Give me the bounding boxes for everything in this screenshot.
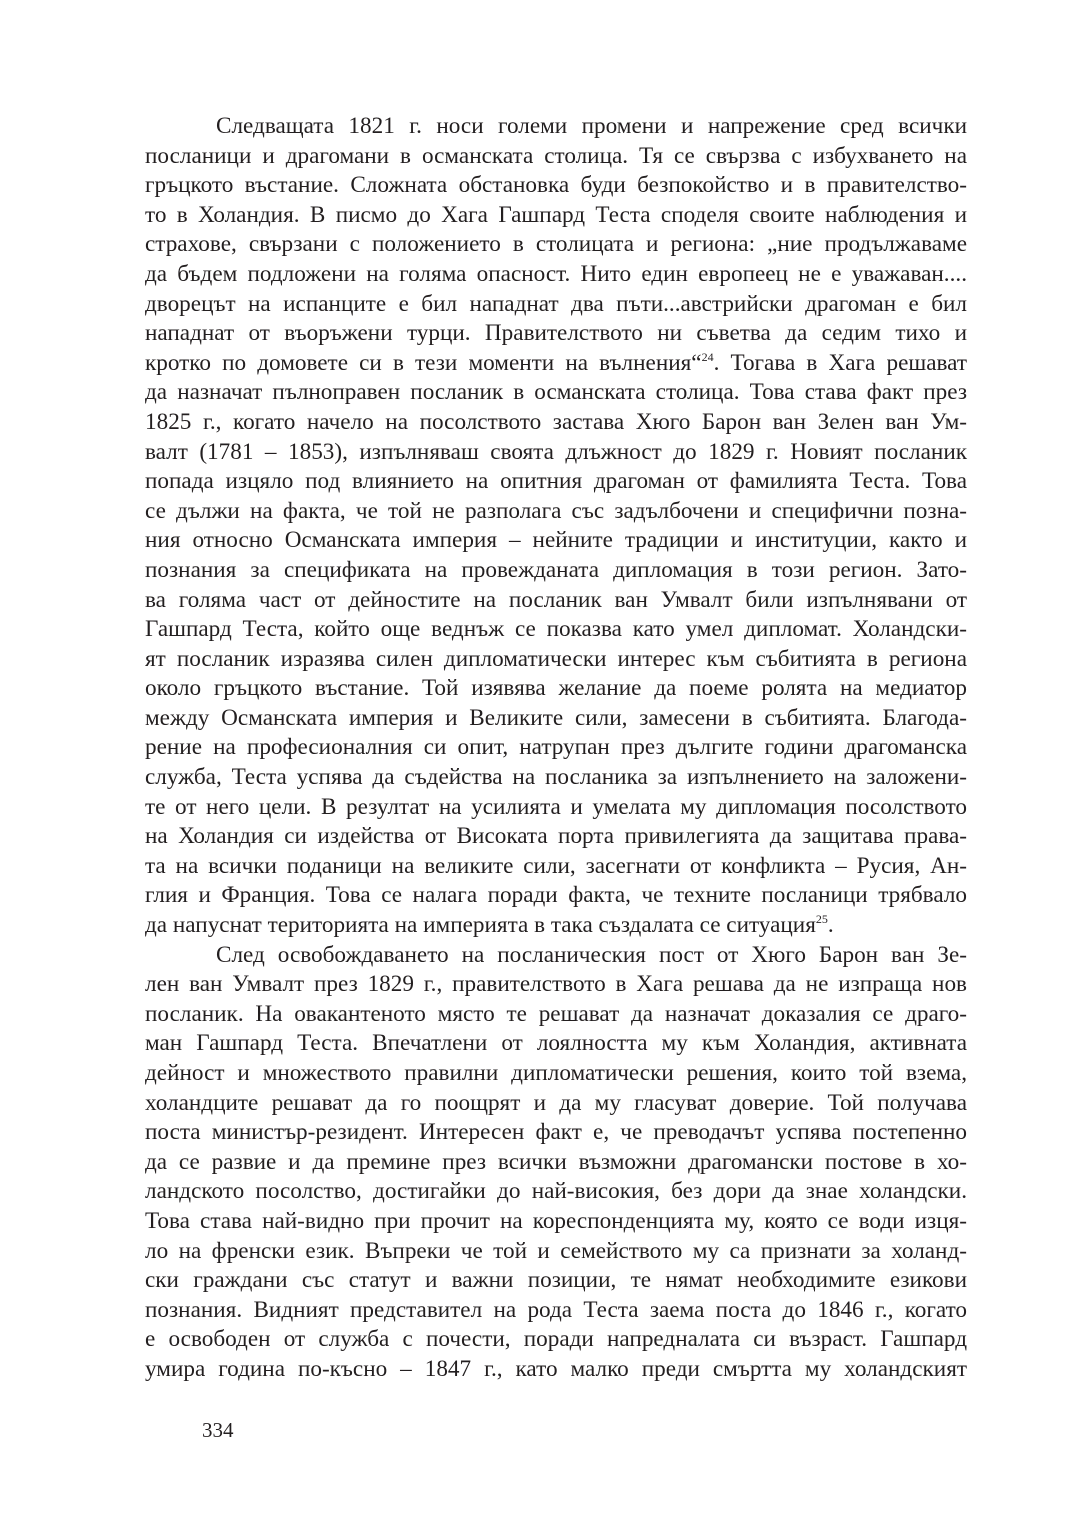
text-line: дворецът на испанците е бил нападнат два пъти...австрийски драгоман е бил (145, 290, 967, 317)
text-line: да бъдем подложени на голяма опасност. Нито един европеец не е уважаван.... (145, 260, 967, 287)
text-line: лен ван Умвалт през 1829 г., правителството в Хага решава да не изпраща нов (145, 971, 967, 998)
text-line: глия и Франция. Това се налага поради факта, че техните посланици трябвало (145, 882, 967, 909)
text-line: те от него цели. В резултат на усилията и умелата му дипломация посолството (145, 793, 967, 820)
text-line: познания. Видният представител на рода Теста заема поста до 1846 г., когато (145, 1296, 967, 1323)
text-line: та на всички поданици на великите сили, засегнати от конфликта – Русия, Ан- (145, 852, 967, 879)
text-line: ят посланик изразява силен дипломатически интерес към събитията в региона (145, 645, 967, 672)
text-line: рение на професионалния си опит, натрупан през дългите години драгоманска (145, 734, 967, 761)
text-line: се дължи на факта, че той не разполага със задълбочени и специфични позна- (145, 497, 967, 524)
text-line: поста министър-резидент. Интересен факт е, че преводачът успява постепенно (145, 1119, 967, 1146)
text-segment: да напуснат територията на империята в така създалата се ситуация (145, 912, 816, 939)
text-line: е освободен от служба с почести, поради напредналата си възраст. Гашпард (145, 1326, 967, 1353)
text-line: холандците решават да го поощрят и да му гласуват доверие. Той получава (145, 1089, 967, 1116)
text-line: ландското посолство, достигайки до най-високия, без дори да знае холандски. (145, 1178, 967, 1205)
text-line: ния относно Османската империя – нейните традиции и институции, както и (145, 527, 967, 554)
text-line: дейност и множеството правилни дипломатически решения, които той взема, (145, 1060, 967, 1086)
footnote-ref-25: 25 (815, 912, 828, 927)
text-line: на Холандия си издейства от Високата порта привилегията да защитава права- (145, 823, 967, 850)
text-segment: кротко по домовете си в тези моменти на вълнения“ (145, 349, 702, 376)
text-line: След освобождаването на посланическия пост от Хюго Барон ван Зе- (216, 941, 967, 968)
text-line: валт (1781 – 1853), изпълняваш своята длъжност до 1829 г. Новият посланик (145, 438, 967, 465)
text-line: ва голяма част от дейностите на посланик ван Умвалт били изпълнявани от (145, 586, 967, 613)
text-line: ло на френски език. Въпреки че той и семейството му са признати за холанд- (145, 1237, 967, 1264)
text-line: посланици и драгомани в османската столица. Тя се свързва с избухването на (145, 142, 967, 169)
text-line (145, 911, 967, 941)
text-line: нападнат от въоръжени турци. Правителството ни съветва да седим тихо и (145, 320, 967, 347)
text-line: ман Гашпард Теста. Впечатлени от лоялността му към Холандия, активната (145, 1030, 967, 1057)
text-line: 1825 г., когато начело на посолството застава Хюго Барон ван Зелен ван Ум- (145, 408, 967, 435)
text-line: да назначат пълноправен посланик в османската столица. Това става факт през (145, 379, 967, 406)
text-line: Това става най-видно при прочит на кореспонденцията му, която се води изця- (145, 1207, 967, 1234)
footnote-ref-24: 24 (701, 349, 714, 364)
text-line: служба, Теста успява да съдейства на посланика за изпълнението на заложени- (145, 764, 967, 791)
text-line: да се развие и да премине през всички възможни драгомански постове в хо- (145, 1148, 967, 1175)
text-segment: . (827, 912, 834, 939)
page-number: 334 (202, 1418, 234, 1442)
text-line: то в Холандия. В писмо до Хага Гашпард Теста споделя своите наблюдения и (145, 201, 967, 228)
text-line: умира година по-късно – 1847 г., като малко преди смъртта му холандският (145, 1355, 967, 1382)
text-line: Следващата 1821 г. носи големи промени и напрежение сред всички (216, 113, 967, 139)
text-line (145, 349, 967, 379)
text-line: посланик. На овакантеното място те решават да назначат доказалия се драго- (145, 1000, 967, 1027)
text-line: познания за спецификата на провежданата дипломация в този регион. Зато- (145, 556, 967, 583)
text-segment: . Тогава в Хага решават (713, 349, 967, 376)
text-line: Гашпард Теста, който още веднъж се показва като умел дипломат. Холандски- (145, 616, 967, 643)
text-line: попада изцяло под влиянието на опитния драгоман от фамилията Теста. Това (145, 468, 967, 495)
text-line: страхове, свързани с положението в столицата и региона: „ние продължаваме (145, 231, 967, 258)
text-line: между Османската империя и Великите сили, замесени в събитията. Благода- (145, 704, 967, 731)
text-line: ски граждани със статут и важни позиции, те нямат необходимите езикови (145, 1267, 967, 1294)
text-line: около гръцкото въстание. Той изявява желание да поеме ролята на медиатор (145, 675, 967, 702)
text-line: гръцкото въстание. Сложната обстановка буди безпокойство и в правителство- (145, 172, 967, 199)
page-body (145, 112, 967, 1385)
